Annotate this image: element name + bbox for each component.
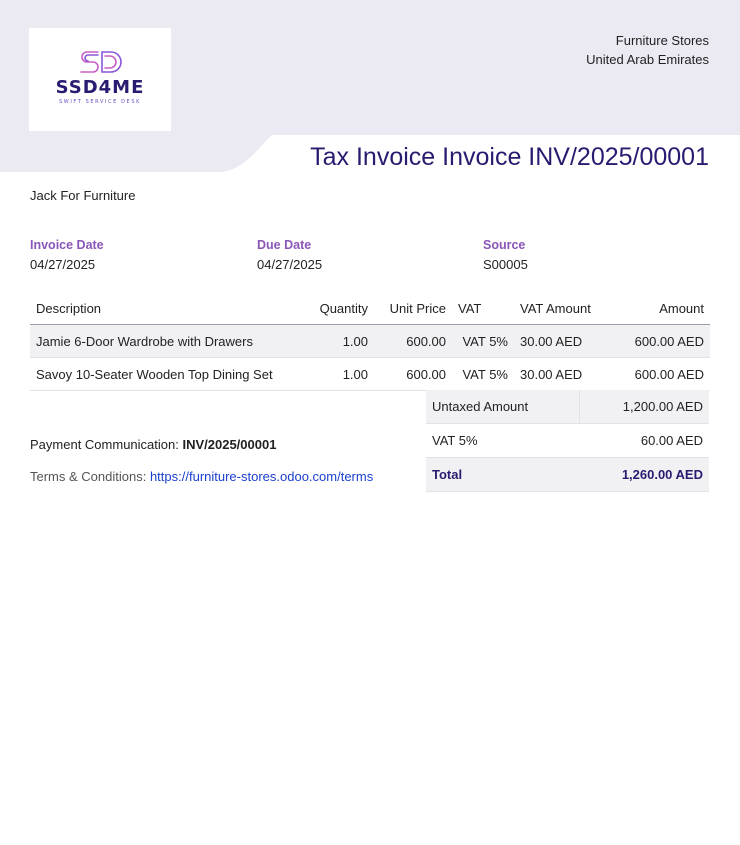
logo-mark-icon [78,48,122,76]
cell-description: Savoy 10-Seater Wooden Top Dining Set [30,358,305,391]
invoice-date-value: 04/27/2025 [30,257,96,272]
cell-vat-amount: 30.00 AED [514,358,604,391]
col-header-quantity: Quantity [305,292,374,325]
company-logo [29,28,171,131]
cell-unit-price: 600.00 [374,325,452,358]
vat-row [426,424,709,458]
source-block [483,237,528,275]
cell-vat: VAT 5% [452,325,514,358]
cell-amount: 600.00 AED [604,325,710,358]
untaxed-row [426,390,709,424]
payment-reference: INV/2025/00001 [182,437,277,452]
col-header-unit-price: Unit Price [374,292,452,325]
total-label: Total [426,458,579,492]
table-row [30,325,710,358]
col-header-vat: VAT [452,292,514,325]
col-header-amount: Amount [604,292,710,325]
total-value: 1,260.00 AED [579,458,709,492]
cell-vat: VAT 5% [452,358,514,391]
invoice-date-block [30,237,104,275]
terms-and-conditions [30,469,373,484]
totals-table [426,390,709,492]
cell-unit-price: 600.00 [374,358,452,391]
due-date-block [257,237,322,275]
table-row [30,358,710,391]
logo-tagline: SWIFT SERVICE DESK [59,99,141,105]
col-header-description: Description [30,292,305,325]
company-country: United Arab Emirates [586,52,709,67]
terms-link[interactable]: https://furniture-stores.odoo.com/terms [149,469,374,484]
document-title: Tax Invoice Invoice INV/2025/00001 [310,143,709,171]
untaxed-value: 1,200.00 AED [579,390,709,424]
total-row [426,458,709,492]
due-date-label: Due Date [257,238,312,252]
untaxed-label: Untaxed Amount [426,390,579,424]
col-header-vat-amount: VAT Amount [514,292,604,325]
payment-communication [30,437,276,452]
vat-label: VAT 5% [426,424,579,458]
vat-value: 60.00 AED [579,424,709,458]
company-name: Furniture Stores [615,33,709,48]
invoice-lines-table [30,292,710,391]
cell-quantity: 1.00 [305,325,374,358]
customer-name: Jack For Furniture [30,188,136,203]
logo-wordmark: SSD4ME [55,77,145,98]
due-date-value: 04/27/2025 [257,257,323,272]
cell-quantity: 1.00 [305,358,374,391]
table-header-row [30,292,710,325]
source-value: S00005 [483,257,528,272]
company-address [586,31,709,69]
terms-label: Terms & Conditions: [30,469,147,484]
invoice-date-label: Invoice Date [30,238,104,252]
cell-amount: 600.00 AED [604,358,710,391]
cell-description: Jamie 6-Door Wardrobe with Drawers [30,325,305,358]
cell-vat-amount: 30.00 AED [514,325,604,358]
payment-label: Payment Communication: [30,437,179,452]
source-label: Source [483,238,526,252]
